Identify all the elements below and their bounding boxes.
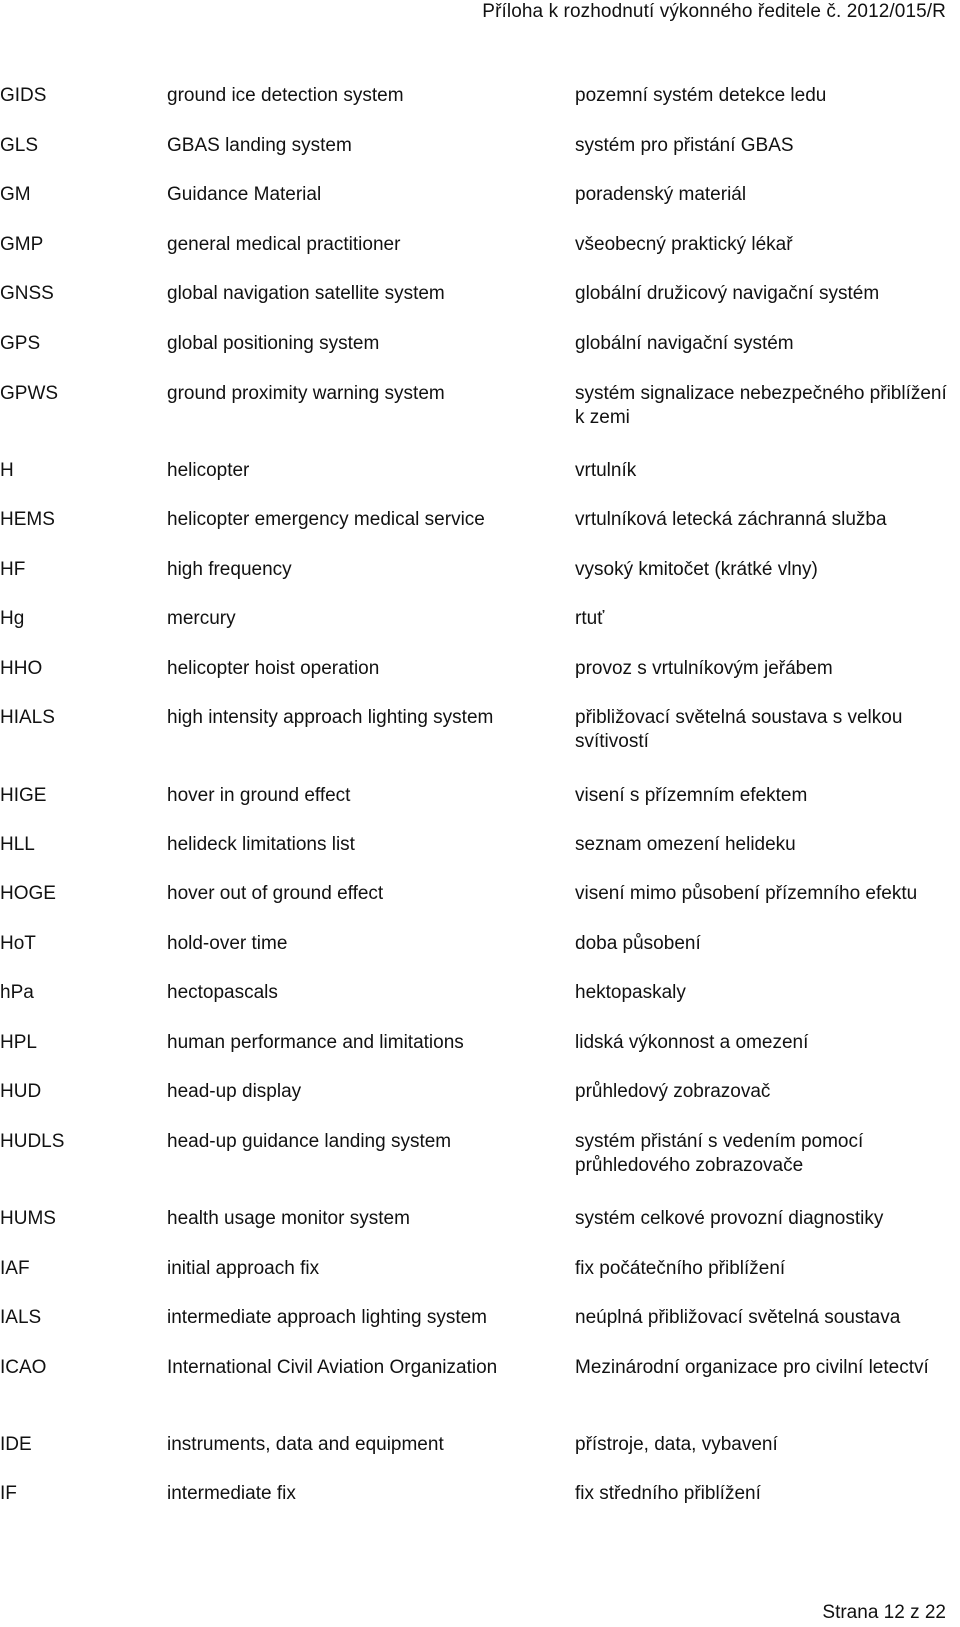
english-term: hover in ground effect	[167, 785, 351, 806]
abbreviation: HoT	[0, 933, 36, 954]
abbreviation: hPa	[0, 982, 34, 1003]
english-term: global navigation satellite system	[167, 283, 445, 304]
czech-term: globální družicový navigační systém	[575, 283, 880, 304]
english-term: general medical practitioner	[167, 234, 401, 255]
abbreviation: IDE	[0, 1434, 32, 1455]
english-term: intermediate fix	[167, 1483, 296, 1504]
abbreviation: GNSS	[0, 283, 54, 304]
abbreviation: GIDS	[0, 85, 47, 106]
abbreviation: HUD	[0, 1081, 42, 1102]
english-term: ground proximity warning system	[167, 383, 445, 404]
english-term: helicopter	[167, 460, 250, 481]
english-term: hover out of ground effect	[167, 883, 384, 904]
czech-term: systém pro přistání GBAS	[575, 135, 794, 156]
english-term: human performance and limitations	[167, 1032, 464, 1053]
english-term: GBAS landing system	[167, 135, 352, 156]
abbreviation: HIGE	[0, 785, 47, 806]
abbreviation: GPS	[0, 333, 41, 354]
abbreviation: GLS	[0, 135, 39, 156]
abbreviation: IF	[0, 1483, 17, 1504]
czech-term: visení s přízemním efektem	[575, 785, 808, 806]
abbreviation: IALS	[0, 1307, 42, 1328]
abbreviation: HUMS	[0, 1208, 56, 1229]
english-term: instruments, data and equipment	[167, 1434, 444, 1455]
document-header: Příloha k rozhodnutí výkonného ředitele č. 2012/015/R	[482, 1, 946, 22]
czech-term: poradenský materiál	[575, 184, 747, 205]
abbreviation: HHO	[0, 658, 43, 679]
czech-term: seznam omezení helideku	[575, 834, 796, 855]
czech-term: přibližovací světelná soustava s velkou svítivostí	[575, 707, 903, 752]
czech-term: rtuť	[575, 608, 605, 629]
page-number: Strana 12 z 22	[822, 1602, 946, 1623]
czech-term: doba působení	[575, 933, 701, 954]
english-term: helicopter emergency medical service	[167, 509, 485, 530]
abbreviation: ICAO	[0, 1357, 47, 1378]
english-term: hectopascals	[167, 982, 278, 1003]
abbreviation: HLL	[0, 834, 35, 855]
czech-term: pozemní systém detekce ledu	[575, 85, 827, 106]
czech-term: všeobecný praktický lékař	[575, 234, 793, 255]
english-term: health usage monitor system	[167, 1208, 410, 1229]
czech-term: průhledový zobrazovač	[575, 1081, 771, 1102]
english-term: high frequency	[167, 559, 292, 580]
english-term: hold-over time	[167, 933, 288, 954]
czech-term: systém celkové provozní diagnostiky	[575, 1208, 884, 1229]
czech-term: fix středního přiblížení	[575, 1483, 761, 1504]
abbreviation: IAF	[0, 1258, 30, 1279]
czech-term: systém přistání s vedením pomocí průhledového zobrazovače	[575, 1131, 864, 1176]
abbreviation: HIALS	[0, 707, 55, 728]
english-term: Guidance Material	[167, 184, 322, 205]
abbreviation: GM	[0, 184, 31, 205]
czech-term: vrtulník	[575, 460, 637, 481]
english-term: intermediate approach lighting system	[167, 1307, 488, 1328]
abbreviation: GPWS	[0, 383, 59, 404]
czech-term: vysoký kmitočet (krátké vlny)	[575, 559, 818, 580]
czech-term: přístroje, data, vybavení	[575, 1434, 778, 1455]
english-term: mercury	[167, 608, 236, 629]
abbreviation: H	[0, 460, 14, 481]
abbreviation: HUDLS	[0, 1131, 65, 1152]
abbreviation: GMP	[0, 234, 44, 255]
czech-term: neúplná přibližovací světelná soustava	[575, 1307, 901, 1328]
english-term: global positioning system	[167, 333, 380, 354]
abbreviation: HEMS	[0, 509, 55, 530]
czech-term: vrtulníková letecká záchranná služba	[575, 509, 887, 530]
czech-term: hektopaskaly	[575, 982, 686, 1003]
english-term: head-up guidance landing system	[167, 1131, 452, 1152]
czech-term: visení mimo působení přízemního efektu	[575, 883, 918, 904]
czech-term: provoz s vrtulníkovým jeřábem	[575, 658, 833, 679]
abbreviation: Hg	[0, 608, 25, 629]
english-term: helideck limitations list	[167, 834, 355, 855]
czech-term: Mezinárodní organizace pro civilní letectví	[575, 1357, 929, 1378]
english-term: helicopter hoist operation	[167, 658, 380, 679]
abbreviation: HOGE	[0, 883, 56, 904]
english-term: head-up display	[167, 1081, 302, 1102]
czech-term: systém signalizace nebezpečného přiblížení k zemi	[575, 383, 947, 428]
czech-term: fix počátečního přiblížení	[575, 1258, 786, 1279]
english-term: initial approach fix	[167, 1258, 320, 1279]
english-term: ground ice detection system	[167, 85, 404, 106]
czech-term: globální navigační systém	[575, 333, 794, 354]
english-term: International Civil Aviation Organization	[167, 1357, 498, 1378]
english-term: high intensity approach lighting system	[167, 707, 494, 728]
abbreviation: HF	[0, 559, 26, 580]
czech-term: lidská výkonnost a omezení	[575, 1032, 809, 1053]
abbreviation: HPL	[0, 1032, 37, 1053]
